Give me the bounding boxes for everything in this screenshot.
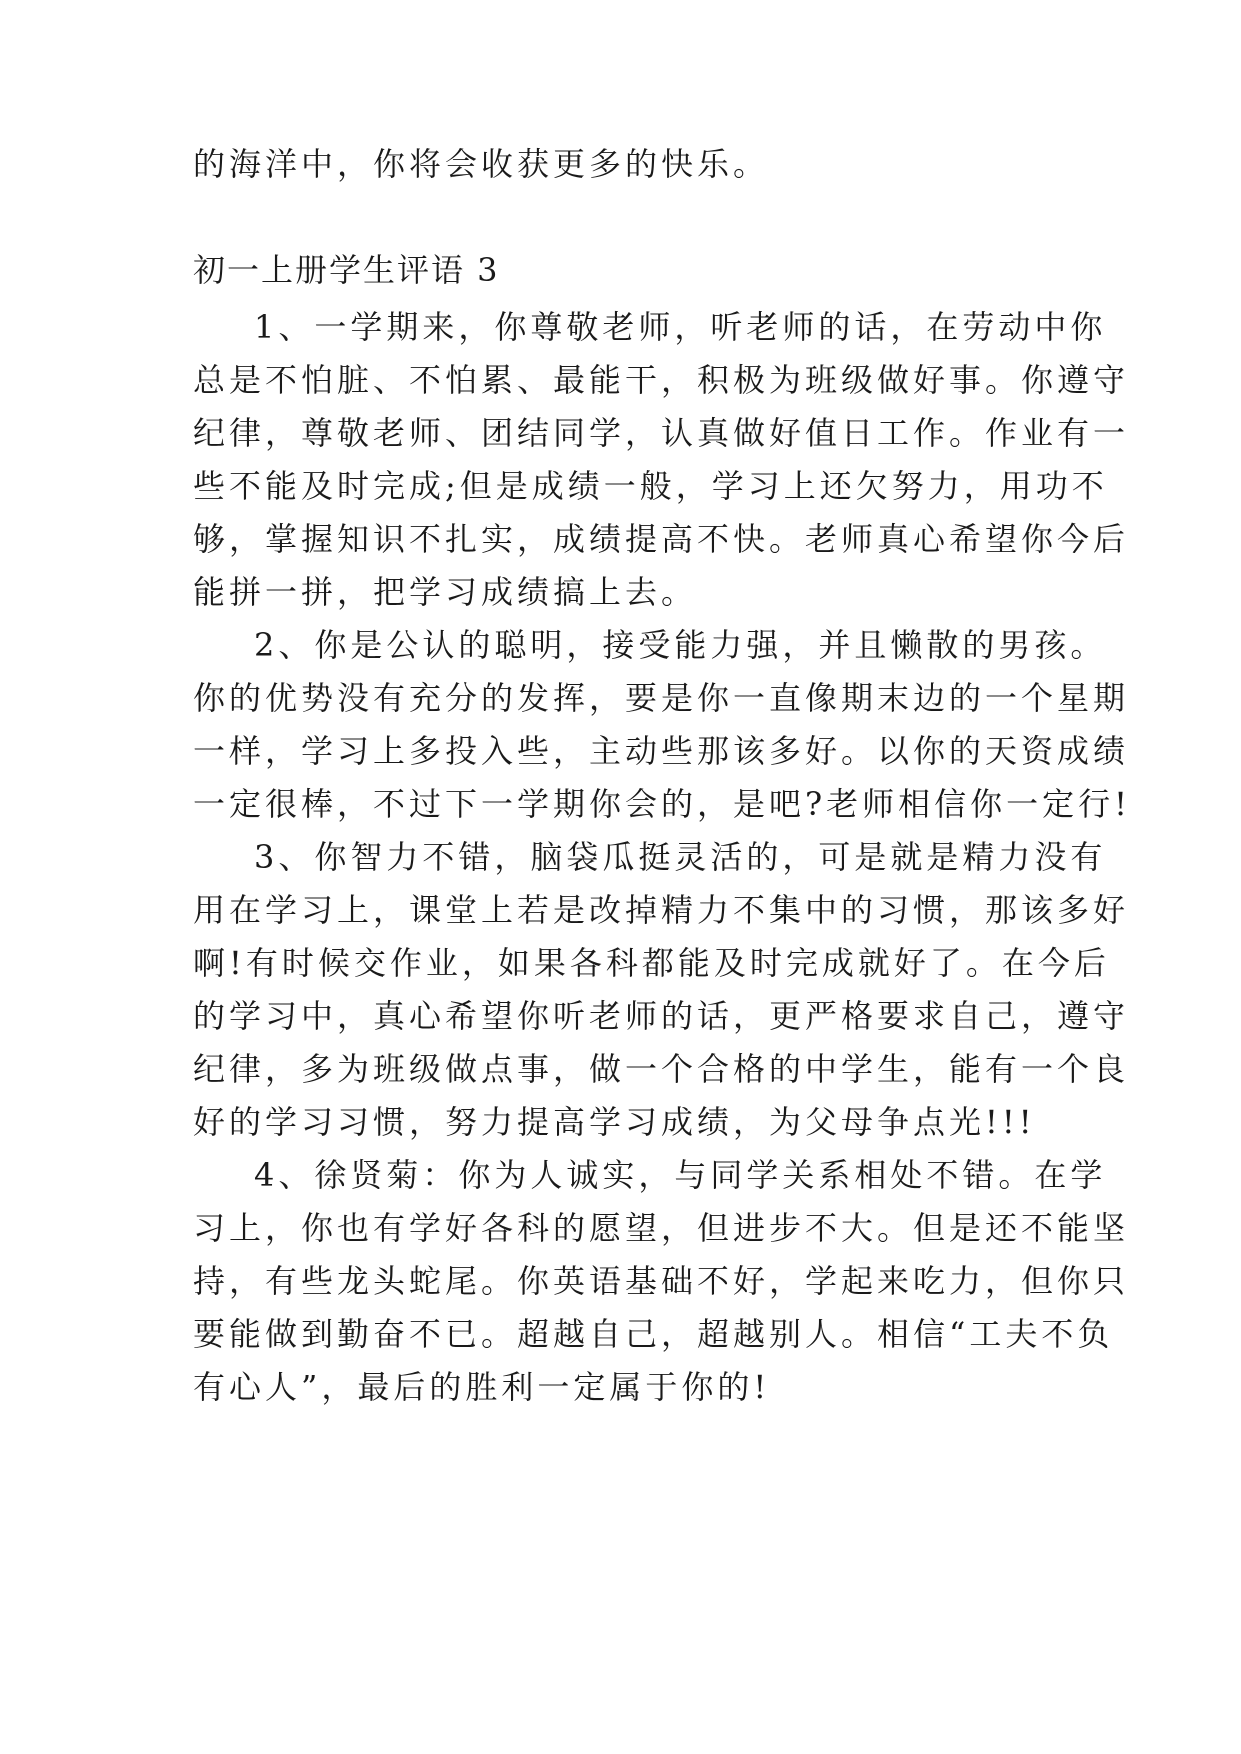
paragraph-2-line: 一样，学习上多投入些，主动些那该多好。以你的天资成绩 [193, 732, 1130, 770]
paragraph-3-line: 的学习中，真心希望你听老师的话，更严格要求自己，遵守 [193, 997, 1130, 1035]
paragraph-1-line: 够，掌握知识不扎实，成绩提高不快。老师真心希望你今后 [193, 520, 1130, 558]
paragraph-4-line: 4、徐贤菊：你为人诚实，与同学关系相处不错。在学 [254, 1156, 1107, 1194]
paragraph-3-line: 好的学习习惯，努力提高学习成绩，为父母争点光!!! [193, 1103, 1036, 1141]
paragraph-4-line: 有心人”，最后的胜利一定属于你的! [193, 1368, 771, 1406]
paragraph-1-line: 纪律，尊敬老师、团结同学，认真做好值日工作。作业有一 [193, 414, 1130, 452]
paragraph-3-line: 用在学习上，课堂上若是改掉精力不集中的习惯，那该多好 [193, 891, 1130, 929]
paragraph-2-line: 一定很棒，不过下一学期你会的，是吧?老师相信你一定行! [193, 785, 1132, 823]
paragraph-4-line: 要能做到勤奋不已。超越自己，超越别人。相信“工夫不负 [193, 1315, 1114, 1353]
paragraph-1-line: 些不能及时完成;但是成绩一般，学习上还欠努力，用功不 [193, 467, 1108, 505]
paragraph-3-line: 啊!有时候交作业，如果各科都能及时完成就好了。在今后 [193, 944, 1110, 982]
paragraph-4-line: 习上，你也有学好各科的愿望，但进步不大。但是还不能坚 [193, 1209, 1130, 1247]
paragraph-1-line: 总是不怕脏、不怕累、最能干，积极为班级做好事。你遵守 [193, 361, 1130, 399]
paragraph-2-line: 你的优势没有充分的发挥，要是你一直像期末边的一个星期 [193, 679, 1130, 717]
paragraph-4-line: 持，有些龙头蛇尾。你英语基础不好，学起来吃力，但你只 [193, 1262, 1130, 1300]
paragraph-3-line: 3、你智力不错，脑袋瓜挺灵活的，可是就是精力没有 [254, 838, 1107, 876]
paragraph-1-line: 能拼一拼，把学习成绩搞上去。 [193, 573, 698, 611]
paragraph-2-line: 2、你是公认的聪明，接受能力强，并且懒散的男孩。 [254, 626, 1107, 664]
section-heading: 初一上册学生评语 3 [193, 251, 500, 289]
paragraph-1-line: 1、一学期来，你尊敬老师，听老师的话，在劳动中你 [254, 308, 1107, 346]
text-line: 的海洋中，你将会收获更多的快乐。 [193, 145, 770, 183]
paragraph-3-line: 纪律，多为班级做点事，做一个合格的中学生，能有一个良 [193, 1050, 1130, 1088]
